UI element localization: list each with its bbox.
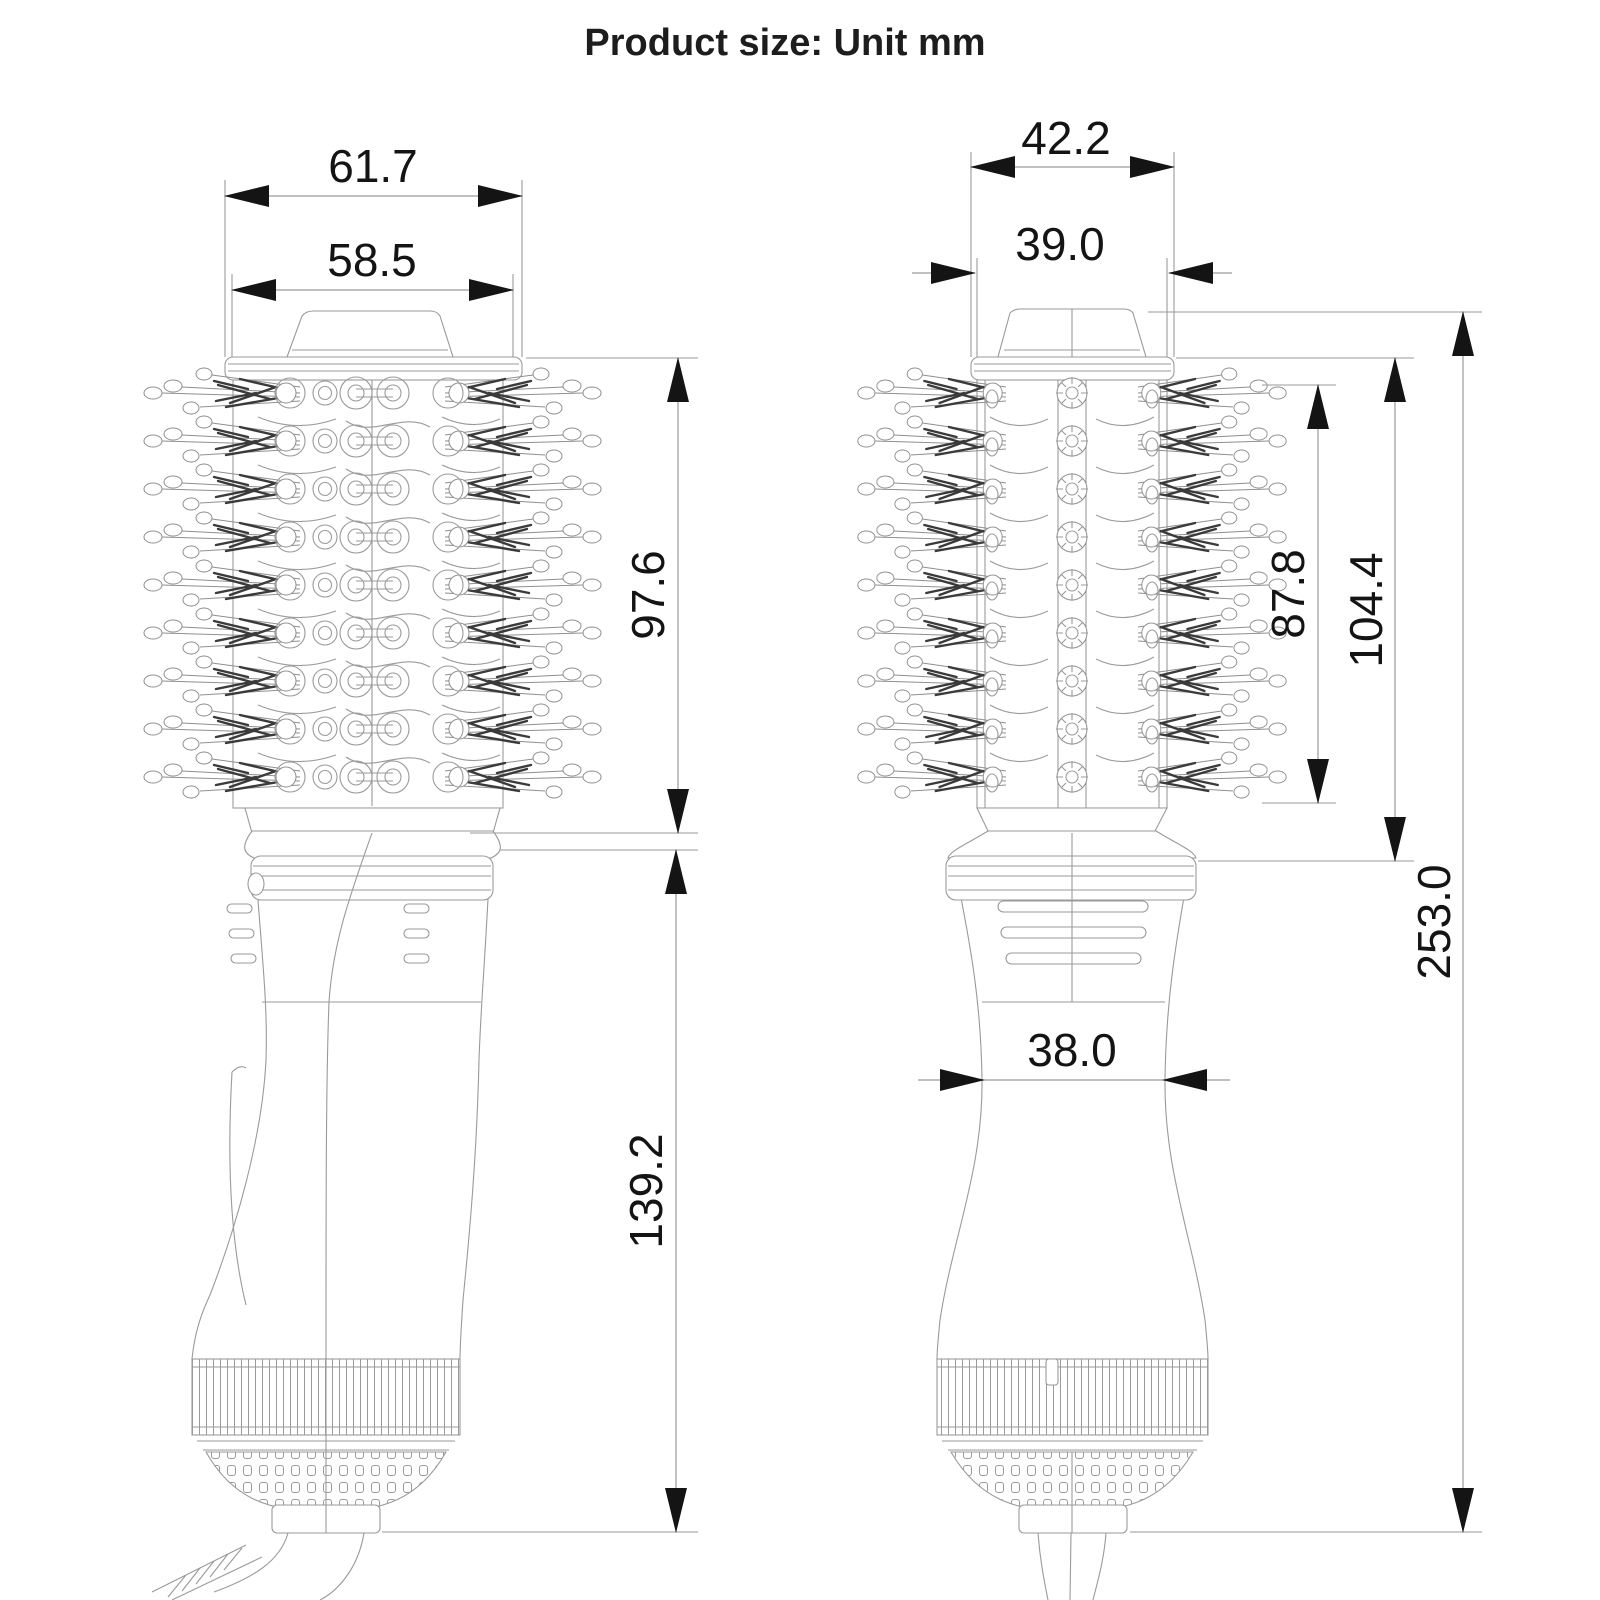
- front-flange: [225, 357, 522, 380]
- front-collar: [251, 856, 493, 900]
- dim-label-side-handle-width: 38.0: [1027, 1024, 1117, 1076]
- front-neck: [245, 831, 501, 858]
- side-ring-notch: [1046, 1359, 1058, 1385]
- side-power-cord: [1038, 1533, 1106, 1600]
- side-view-drawing: [858, 309, 1286, 1600]
- front-view-drawing: [144, 311, 601, 1600]
- dim-label-front-brush-height: 97.6: [622, 550, 674, 640]
- dim-side-bristle-height: [1262, 385, 1336, 803]
- side-flange: [971, 357, 1174, 380]
- front-button-hole: [248, 873, 264, 895]
- dim-label-side-flange-width: 42.2: [1021, 112, 1111, 164]
- page-title: Product size: Unit mm: [584, 22, 986, 64]
- dim-label-front-handle-height: 139.2: [620, 1133, 672, 1249]
- front-power-cord: [152, 1533, 364, 1600]
- front-handle: [192, 858, 490, 1359]
- side-bristle-rows: [858, 368, 1286, 798]
- side-barrel-bottom: [977, 808, 1167, 831]
- side-knurled-ring: [937, 1359, 1208, 1435]
- front-barrel-bottom: [245, 808, 500, 833]
- dim-label-front-barrel-width: 58.5: [327, 234, 417, 286]
- dim-side-handle-width: [918, 1024, 1230, 1080]
- dim-label-side-head-height: 104.4: [1340, 552, 1392, 668]
- side-collar: [946, 856, 1196, 900]
- dim-label-front-flange-width: 61.7: [328, 140, 418, 192]
- dim-label-side-barrel-width: 39.0: [1015, 218, 1105, 270]
- side-strain-relief: [1019, 1505, 1127, 1533]
- dim-label-side-total-height: 253.0: [1408, 864, 1460, 980]
- dim-label-side-bristle-height: 87.8: [1262, 549, 1314, 639]
